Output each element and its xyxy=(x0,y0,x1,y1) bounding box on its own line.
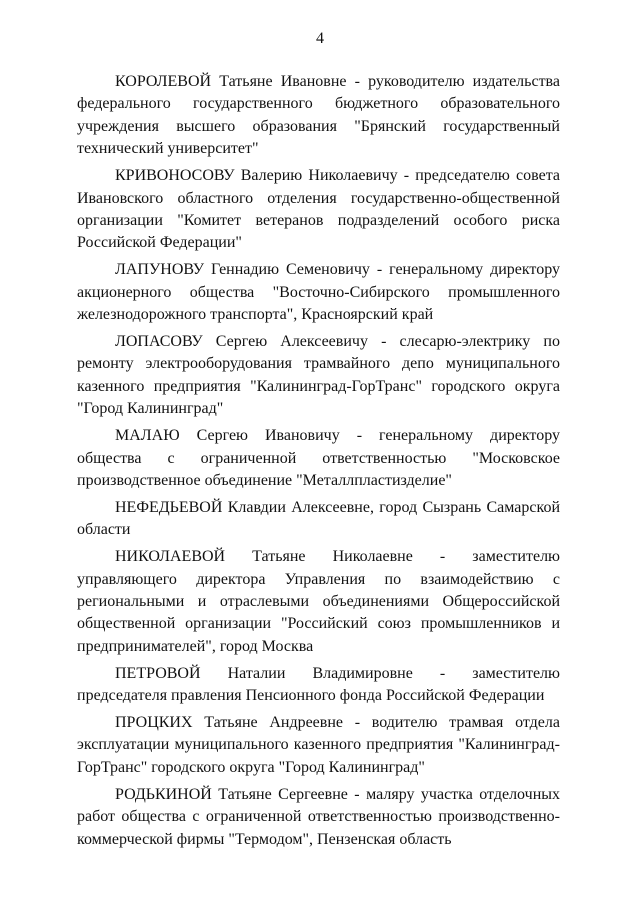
award-entry: КОРОЛЕВОЙ Татьяне Ивановне - руководителю издательства федерального государственного бюджетного образовательного учреждения высшего образования "Брянский государственный технический университет" xyxy=(77,73,560,158)
award-entry: ПЕТРОВОЙ Наталии Владимировне - заместителю председателя правления Пенсионного фонда Российской Федерации xyxy=(77,664,560,705)
award-entry: МАЛАЮ Сергею Ивановичу - генеральному директору общества с ограниченной ответственностью "Московское производственное объединение "Металлпластизделие" xyxy=(77,427,560,489)
award-entry: КРИВОНОСОВУ Валерию Николаевичу - председателю совета Ивановского областного отделения государственно-общественной организации "Комитет ветеранов подразделений особого риска Российской Федерации" xyxy=(77,167,560,252)
award-entry: ЛАПУНОВУ Геннадию Семеновичу - генеральному директору акционерного общества "Восточно-Сибирского промышленного железнодорожного транспорта", Красноярский край xyxy=(77,261,560,324)
award-entry: ЛОПАСОВУ Сергею Алексеевичу - слесарю-электрику по ремонту электрооборудования трамвайного депо муниципального казенного предприятия "Калининград-ГорТранс" городского округа "Город Калининград" xyxy=(77,332,560,418)
award-entry: НИКОЛАЕВОЙ Татьяне Николаевне - заместителю управляющего директора Управления по взаимодействию с региональными и отраслевыми объединениями Общероссийской общественной организации "Российский союз промышленников и предпринимателей", город Москва xyxy=(77,548,560,655)
page-number: 4 xyxy=(316,30,324,47)
document-body xyxy=(77,71,560,855)
award-entry: РОДЬКИНОЙ Татьяне Сергеевне - маляру участка отделочных работ общества с ограниченной ответственностью производственно-коммерческой фирмы "Термодом", Пензенская область xyxy=(77,785,560,848)
award-entry: ПРОЦКИХ Татьяне Андреевне - водителю трамвая отдела эксплуатации муниципального казенного предприятия "Калининград-ГорТранс" городского округа "Город Калининград" xyxy=(77,713,560,776)
award-entry: НЕФЕДЬЕВОЙ Клавдии Алексеевне, город Сызрань Самарской области xyxy=(77,498,560,539)
